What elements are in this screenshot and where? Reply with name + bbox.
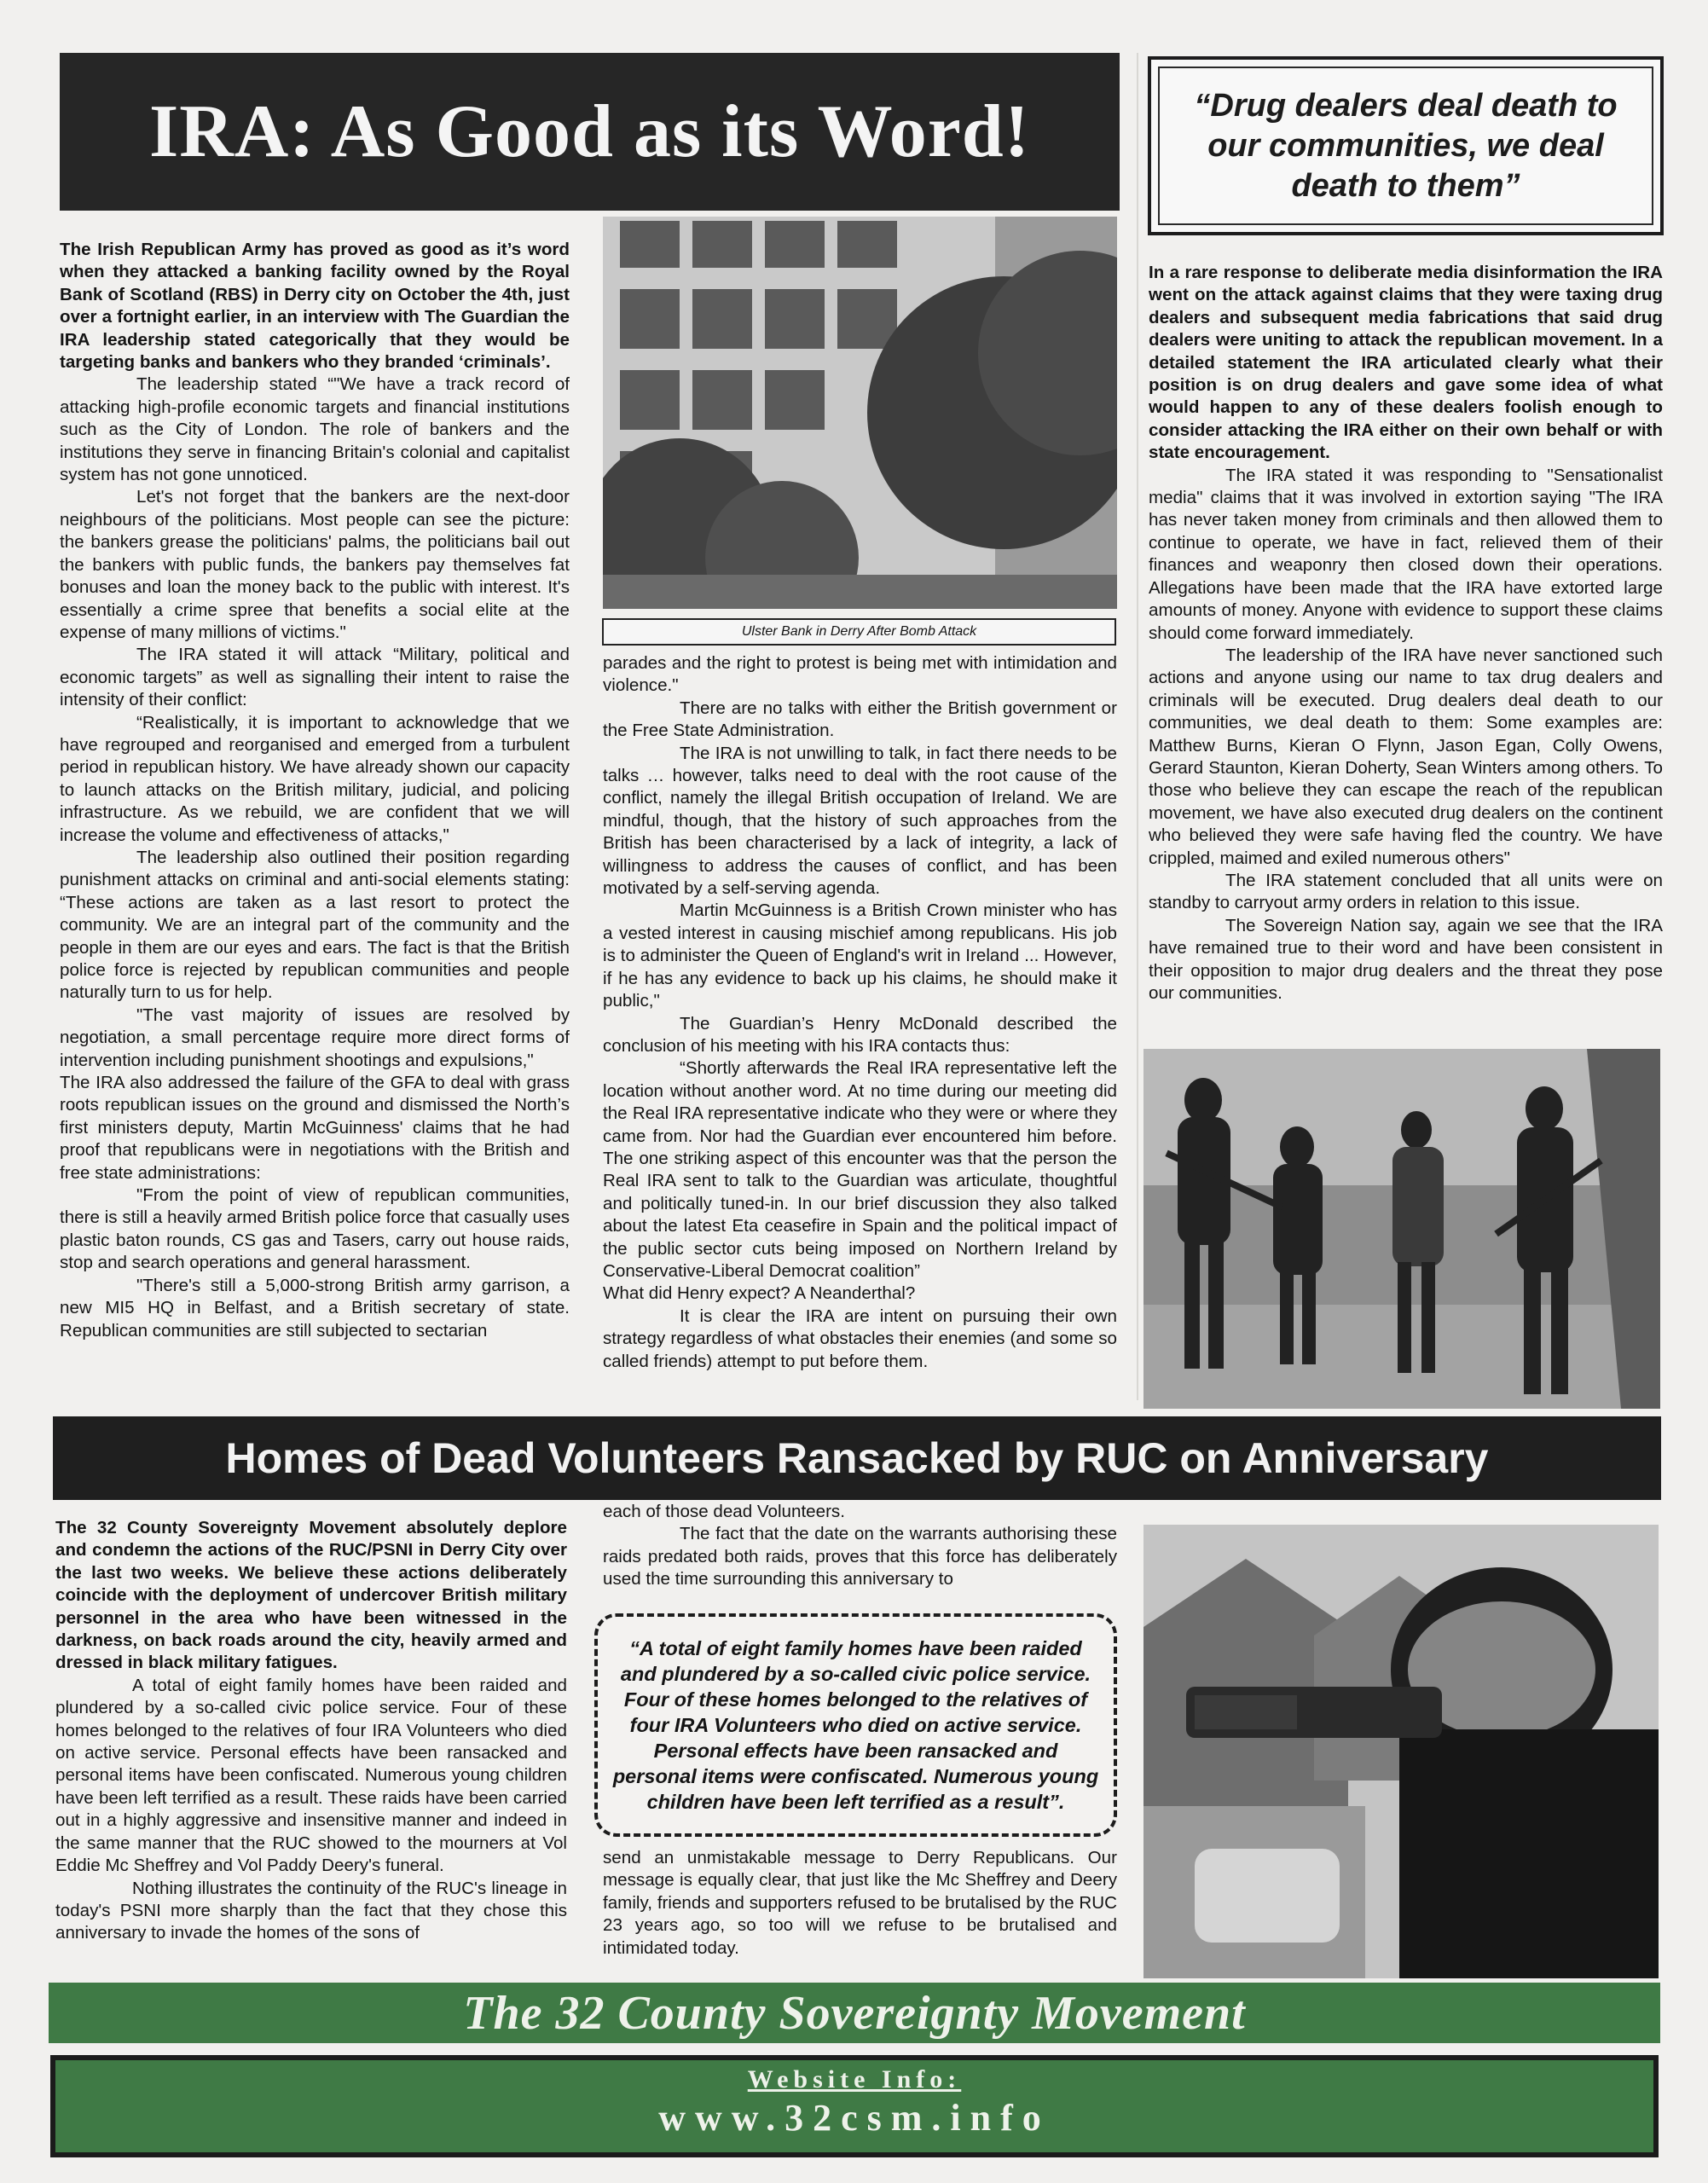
- body-paragraph: “Realistically, it is important to acknowledge that we have regrouped and reorganised and emerged from a turbulent period in republican history. We have already shown our capacity to launch attacks on the British military, judicial, and policing infrastructure. As we rebuild, we are confident that we will increase the volume and effectiveness of attacks,": [60, 712, 570, 845]
- pull-quote-text-2: “A total of eight family homes have been raided and plundered by a so-called civic police service. Four of these homes belonged to the relatives of four IRA Volunteers who died on active service. Personal effects have been ransacked and personal items were confiscated. Numerous young children have been left terrified as a result”.: [612, 1637, 1099, 1813]
- body-paragraph: The fact that the date on the warrants authorising these raids predated both raids, proves that this force has deliberately used the time surrounding this anniversary to: [603, 1524, 1117, 1589]
- body-paragraph: "There's still a 5,000-strong British army garrison, a new MI5 HQ in Belfast, and a British secretary of state. Republican communities are still subjected to sectarian: [60, 1275, 570, 1340]
- organization-name: The 32 County Sovereignty Movement: [463, 1986, 1246, 2040]
- website-label: Website Info:: [747, 2065, 962, 2093]
- article-2-column-1: [55, 1517, 567, 1945]
- riot-police-photo: [1143, 1525, 1659, 1978]
- body-paragraph: The IRA statement concluded that all units were on standby to carryout army orders in relation to this issue.: [1149, 870, 1663, 913]
- body-paragraph: parades and the right to protest is being met with intimidation and violence.": [603, 653, 1117, 696]
- body-paragraph: send an unmistakable message to Derry Republicans. Our message is equally clear, that just like the Mc Sheffrey and Deery family, friends and supporters refused to be brutalised by the RUC 23 years ago, so too will we refuse to be brutalised and intimidated today.: [603, 1848, 1117, 1958]
- website-url[interactable]: www.32csm.info: [658, 2097, 1051, 2139]
- article-headline: IRA: As Good as its Word!: [148, 90, 1031, 173]
- body-paragraph: Nothing illustrates the continuity of the RUC's lineage in today's PSNI more sharply than the fact that they chose this anniversary to invade the homes of the sons of: [55, 1878, 567, 1943]
- pull-quote-box-2: [594, 1613, 1117, 1837]
- body-paragraph: What did Henry expect? A Neanderthal?: [603, 1283, 916, 1304]
- volunteers-photo: [1143, 1049, 1660, 1409]
- lead-paragraph: The Irish Republican Army has proved as good as it’s word when they attacked a banking facility owned by the Royal Bank of Scotland (RBS) in Derry city on October the 4th, just over a fortnight earlier, in an interview with The Guardian the IRA leadership stated categorically that they would be targeting banks and bankers who they branded ‘criminals’.: [60, 240, 570, 373]
- body-paragraph: The leadership also outlined their position regarding punishment attacks on criminal and anti-social elements stating: “These actions are taken as a last resort to protect the community. We are an integral part of the community and the people in them are our eyes and ears. The fact is that the British police force is rejected by republican communities and people naturally turn to us for help.: [60, 847, 570, 1003]
- volunteers-image: [1143, 1049, 1660, 1409]
- organization-banner: [49, 1983, 1660, 2043]
- body-paragraph: “Shortly afterwards the Real IRA representative left the location without another word. At no time during our meeting did the Real IRA representative indicate who they were or where they came from. Nor had the Guardian ever encountered him before. The one striking aspect of this encounter was that the person the Real IRA sent to talk to the Guardian was articulate, thoughtful and politically tuned-in. In our brief discussion they also talked about the latest Eta ceasefire in Spain and the political impact of the public sector cuts being imposed on Northern Ireland by Conservative-Liberal Democrat coalition”: [603, 1058, 1117, 1281]
- riot-police-image: [1143, 1525, 1659, 1978]
- body-paragraph: The IRA is not unwilling to talk, in fact there needs to be talks … however, talks need to deal with the root cause of the conflict, namely the illegal British occupation of Ireland. We are mindful, though, that the history of such approaches from the British has been characterised by a lack of integrity, a lack of willingness to address the causes of conflict, and has been motivated by a self-serving agenda.: [603, 743, 1117, 899]
- body-paragraph: The leadership of the IRA have never sanctioned such actions and anyone using our name to tax drug dealers and criminals will be executed. Drug dealers deal death to our communities, we deal death to them: Some examples are: Matthew Burns, Kieran O Flynn, Jason Egan, Colly Owens, Gerard Staunton, Kieran Doherty, Sean Winters among others. To those who believe they can escape the reach of the republican movement, we have also executed drug dealers on the continent who believed they were safe having fled the country. We have crippled, maimed and exiled numerous others": [1149, 645, 1663, 868]
- lead-paragraph: In a rare response to deliberate media disinformation the IRA went on the attack against claims that they were taxing drug dealers and subsequent media fabrications that said drug dealers were uniting to attack the republican movement. In a detailed statement the IRA articulated clearly what their position is on drug dealers and gave some idea of what would happen to any of these dealers foolish enough to consider attacking the IRA either on their own behalf or with state encouragement.: [1149, 263, 1663, 463]
- article-column-3: [1149, 262, 1663, 1005]
- body-paragraph: "The vast majority of issues are resolved by negotiation, a small percentage require more direct forms of intervention including punishment shootings and expulsions,": [60, 1005, 570, 1070]
- bank-building-photo: [603, 217, 1117, 609]
- headline-banner: [60, 53, 1120, 211]
- headline-banner-2: [53, 1416, 1661, 1500]
- body-paragraph: Martin McGuinness is a British Crown minister who has a vested interest in causing mischief among republicans. His job is to administer the Queen of England's writ in Ireland ... However, if he has any evidence to back up his claims, he should make it public,": [603, 900, 1117, 1011]
- body-paragraph: "From the point of view of republican communities, there is still a heavily armed British police force that casually uses plastic baton rounds, CS gas and Tasers, carry out house raids, stop and search operations and general harassment.: [60, 1185, 570, 1273]
- article-column-2: [603, 652, 1117, 1373]
- bank-building-image: [603, 217, 1117, 609]
- body-paragraph: There are no talks with either the British government or the Free State Administration.: [603, 698, 1117, 741]
- article-2-column-2-bottom: [603, 1847, 1117, 1960]
- article-headline-2: Homes of Dead Volunteers Ransacked by RUC on Anniversary: [225, 1434, 1489, 1482]
- body-paragraph: The IRA stated it was responding to "Sensationalist media" claims that it was involved in extortion saying "The IRA has never taken money from criminals and then allowed them to continue to operate, we have in fact, relieved them of their finances and weaponry then closed down their operations. Allegations have been made that the IRA have extorted large amounts of money. Anyone with evidence to support these claims should come forward immediately.: [1149, 465, 1663, 643]
- body-paragraph: The leadership stated “"We have a track record of attacking high-profile economic targets and financial institutions such as the City of London. The role of bankers and the institutions they serve in financing Britain's colonial and capitalist system has not gone unnoticed.: [60, 374, 570, 485]
- lead-paragraph: The 32 County Sovereignty Movement absolutely deplore and condemn the actions of the RUC/PSNI in Derry City over the last two weeks. We believe these actions deliberately coincide with the deployment of undercover British military personnel in the area who have been witnessed in the darkness, on back roads around the city, heavily armed and dressed in black military fatigues.: [55, 1518, 567, 1673]
- body-paragraph: each of those dead Volunteers.: [603, 1502, 845, 1521]
- body-paragraph: Let's not forget that the bankers are the next-door neighbours of the politicians. Most people can see the picture: the bankers grease the politicians' palms, the politicians bail out the bankers with public funds, the bankers pay themselves fat bonuses and loan the money back to the public with interest. It's essentially a crime spree that benefits a social elite at the expense of many millions of victims.": [60, 487, 570, 642]
- article-column-1: [60, 239, 570, 1342]
- pull-quote-box: [1148, 56, 1664, 235]
- body-paragraph: The Guardian’s Henry McDonald described the conclusion of his meeting with his IRA contacts thus:: [603, 1013, 1117, 1056]
- column-divider: [1137, 53, 1138, 1400]
- body-paragraph: It is clear the IRA are intent on pursuing their own strategy regardless of what obstacles their enemies (and some so called friends) attempt to put before them.: [603, 1306, 1117, 1371]
- body-paragraph: The IRA also addressed the failure of the GFA to deal with grass roots republican issues on the ground and dismissed the North’s first ministers deputy, Martin McGuinness' claims that he had proof that republicans were in negotiations with the British and free state administrations:: [60, 1073, 570, 1183]
- photo-caption: Ulster Bank in Derry After Bomb Attack: [602, 618, 1116, 646]
- body-paragraph: The Sovereign Nation say, again we see that the IRA have remained true to their word and have been consistent in their opposition to major drug dealers and the threat they pose our communities.: [1149, 915, 1663, 1003]
- website-box: [50, 2055, 1659, 2157]
- article-2-column-2-top: [603, 1501, 1117, 1591]
- body-paragraph: A total of eight family homes have been raided and plundered by a so-called civic police service. Four of these homes belonged to the relatives of four IRA Volunteers who died on active service. Personal effects have been ransacked and personal items have been confiscated. Numerous young children have been left terrified as a result. These raids have been carried out in a highly aggressive and insensitive manner and indeed in the same manner that the RUC showed to the mourners at Vol Eddie Mc Sheffrey and Vol Paddy Deery's funeral.: [55, 1675, 567, 1876]
- pull-quote-text: “Drug dealers deal death to our communities, we deal death to them”: [1194, 87, 1618, 204]
- body-paragraph: The IRA stated it will attack “Military, political and economic targets” as well as signalling their intent to raise the intensity of their conflict:: [60, 645, 570, 710]
